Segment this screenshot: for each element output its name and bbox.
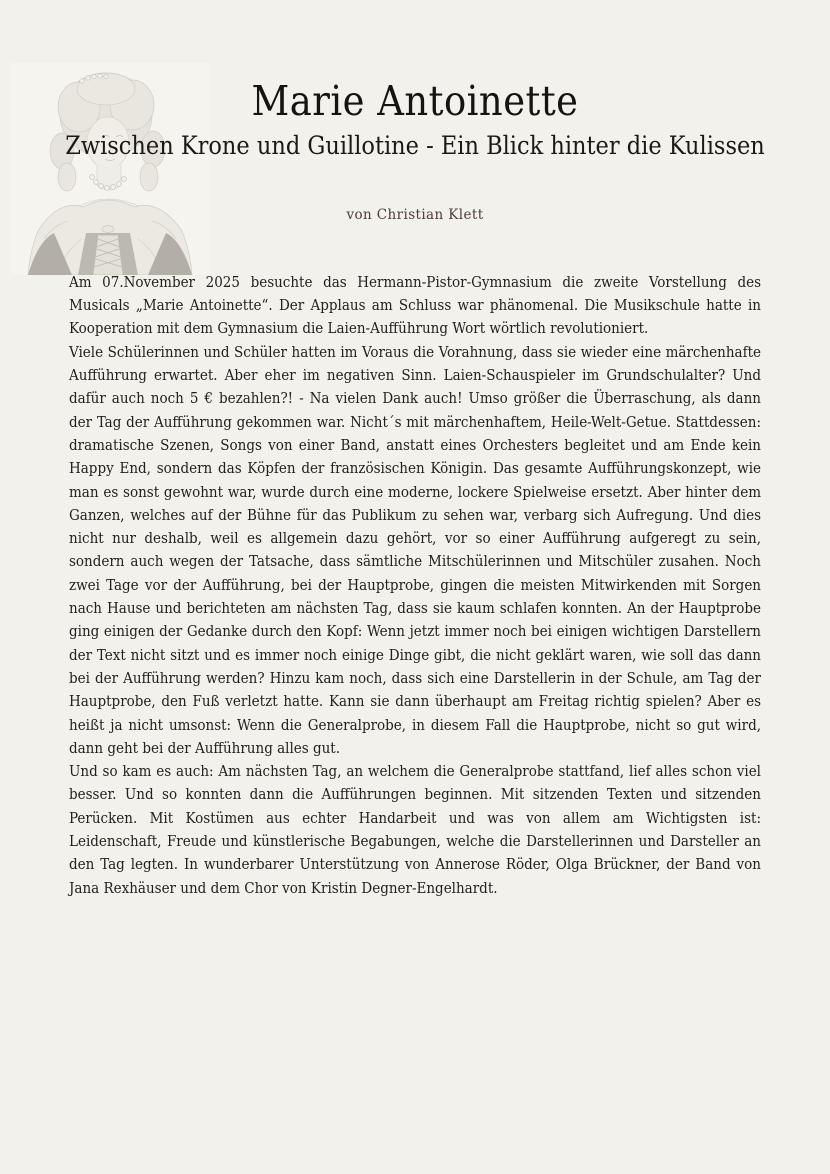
byline: von Christian Klett [346, 206, 484, 223]
article-header [0, 0, 830, 223]
paragraph-2: Viele Schülerinnen und Schüler hatten im Voraus die Vorahnung, dass sie wieder eine märchenhafte Aufführung erwartet. Aber eher im negativen Sinn. Laien-Schauspieler im Grundschulalter? Und dafür auch noch 5 € bezahlen?! - Na vielen Dank auch! Umso größer die Überraschung, als dann der Tag der Aufführung gekommen war. Nicht´s mit märchenhaftem, Heile-Welt-Getue. Stattdessen: dramatische Szenen, Songs von einer Band, anstatt eines Orchesters begleitet und am Ende kein Happy End, sondern das Köpfen der französischen Königin. Das gesamte Aufführungskonzept, wie man es sonst gewohnt war, wurde durch eine moderne, lockere Spielweise ersetzt. Aber hinter dem Ganzen, welches auf der Bühne für das Publikum zu sehen war, verbarg sich Aufregung. Und dies nicht nur deshalb, weil es allgemein dazu gehört, vor so einer Aufführung aufgeregt zu sein, sondern auch wegen der Tatsache, dass sämtliche Mitschülerinnen und Mitschüler zusahen. Noch zwei Tage vor der Aufführung, bei der Hauptprobe, gingen die meisten Mitwirkenden mit Sorgen nach Hause und berichteten am nächsten Tag, dass sie kaum schlafen konnten. An der Hauptprobe ging einigen der Gedanke durch den Kopf: Wenn jetzt immer noch bei einigen wichtigen Darstellern der Text nicht sitzt und es immer noch einige Dinge gibt, die nicht geklärt waren, wie soll das dann bei der Aufführung werden? Hinzu kam noch, dass sich eine Darstellerin in der Schule, am Tag der Hauptprobe, den Fuß verletzt hatte. Kann sie dann überhaupt am Freitag richtig spielen? Aber es heißt ja nicht umsonst: Wenn die Generalprobe, in diesem Fall die Hauptprobe, nicht so gut wird, dann geht bei der Aufführung alles gut. [69, 342, 761, 757]
page-title: Marie Antoinette [251, 77, 579, 125]
article-body [69, 271, 761, 900]
page-subtitle: Zwischen Krone und Guillotine - Ein Blick hinter die Kulissen [65, 131, 765, 161]
paragraph-1: Am 07.November 2025 besuchte das Hermann-Pistor-Gymnasium die zweite Vorstellung des Musicals „Marie Antoinette“. Der Applaus am Schluss war phänomenal. Die Musikschule hatte in Kooperation mit dem Gymnasium die Laien-Aufführung Wort wörtlich revolutioniert. [69, 272, 761, 338]
paragraph-3: Und so kam es auch: Am nächsten Tag, an welchem die Generalprobe stattfand, lief alles schon viel besser. Und so konnten dann die Aufführungen beginnen. Mit sitzenden Texten und sitzenden Perücken. Mit Kostümen aus echter Handarbeit und was von allem am Wichtigsten ist: Leidenschaft, Freude und künstlerische Begabungen, welche die Darstellerinnen und Darsteller an den Tag legten. In wunderbarer Unterstützung von Annerose Röder, Olga Brückner, der Band von Jana Rexhäuser und dem Chor von Kristin Degner-Engelhardt. [69, 762, 761, 897]
